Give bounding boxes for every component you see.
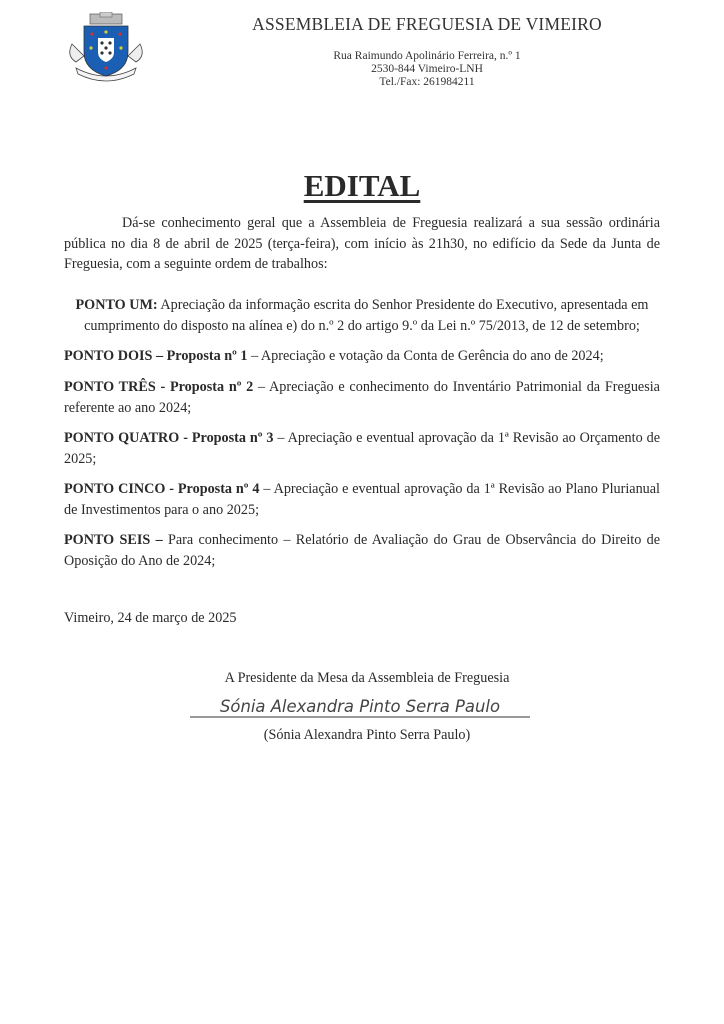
agenda-item-2 bbox=[64, 346, 660, 367]
agenda-item-text: – Apreciação e conhecimento do Inventário Patrimonial da Freguesia referente ao ano 2024; bbox=[64, 379, 660, 416]
address-street: Rua Raimundo Apolinário Ferreira, n.º 1 bbox=[333, 50, 521, 62]
agenda-item-label: PONTO UM: bbox=[75, 297, 158, 313]
document-title bbox=[0, 168, 724, 204]
agenda-item-6 bbox=[64, 530, 660, 571]
agenda-item-label: PONTO SEIS – bbox=[64, 532, 163, 548]
address-phone-fax: Tel./Fax: 261984211 bbox=[379, 76, 475, 88]
signatory-name: (Sónia Alexandra Pinto Serra Paulo) bbox=[263, 727, 471, 743]
intro-paragraph: Dá-se conhecimento geral que a Assembleia de Freguesia realizará a sua sessão ordinária pública no dia 8 de abril de 2025 (terça-feira), com início às 21h30, no edifício da Sede da Junta de Freguesia, com a seguinte ordem de trabalhos: bbox=[64, 215, 660, 272]
agenda-item-1 bbox=[64, 295, 660, 336]
address-postcode: 2530-844 Vimeiro-LNH bbox=[371, 63, 483, 75]
agenda-item-5 bbox=[64, 479, 660, 520]
agenda-item-text: Apreciação da informação escrita do Senhor Presidente do Executivo, apresentada em cumprimento do disposto na alínea e) do n.º 2 do artigo 9.º da Lei n.º 75/2013, de 12 de setembro; bbox=[84, 297, 649, 334]
place-and-date: Vimeiro, 24 de março de 2025 bbox=[64, 610, 237, 626]
agenda-item-text: – Apreciação e eventual aprovação da 1ª Revisão ao Plano Plurianual de Investimentos para o ano 2025; bbox=[64, 481, 661, 518]
agenda-item-label: PONTO QUATRO - Proposta nº 3 bbox=[64, 430, 274, 446]
agenda-item-text: – Apreciação e eventual aprovação da 1ª Revisão ao Orçamento de 2025; bbox=[64, 430, 660, 467]
handwritten-signature bbox=[190, 690, 530, 720]
agenda-item-text: Para conhecimento – Relatório de Avaliação do Grau de Observância do Direito de Oposição do Ano de 2024; bbox=[64, 532, 660, 569]
agenda-item-label: PONTO TRÊS - Proposta nº 2 bbox=[64, 379, 254, 395]
organization-name: ASSEMBLEIA DE FREGUESIA DE VIMEIRO bbox=[252, 14, 602, 34]
agenda-item-4 bbox=[64, 428, 660, 469]
agenda-item-3 bbox=[64, 377, 660, 418]
agenda-item-text: – Apreciação e votação da Conta de Gerência do ano de 2024; bbox=[247, 348, 604, 364]
signatory-role: A Presidente da Mesa da Assembleia de Freguesia bbox=[224, 670, 510, 686]
agenda-item-label: PONTO DOIS – Proposta nº 1 bbox=[64, 348, 248, 364]
signature-text: Sónia Alexandra Pinto Serra Paulo bbox=[220, 697, 500, 717]
agenda-item-label: PONTO CINCO - Proposta nº 4 bbox=[64, 481, 260, 497]
document-title-text: EDITAL bbox=[303, 168, 421, 203]
